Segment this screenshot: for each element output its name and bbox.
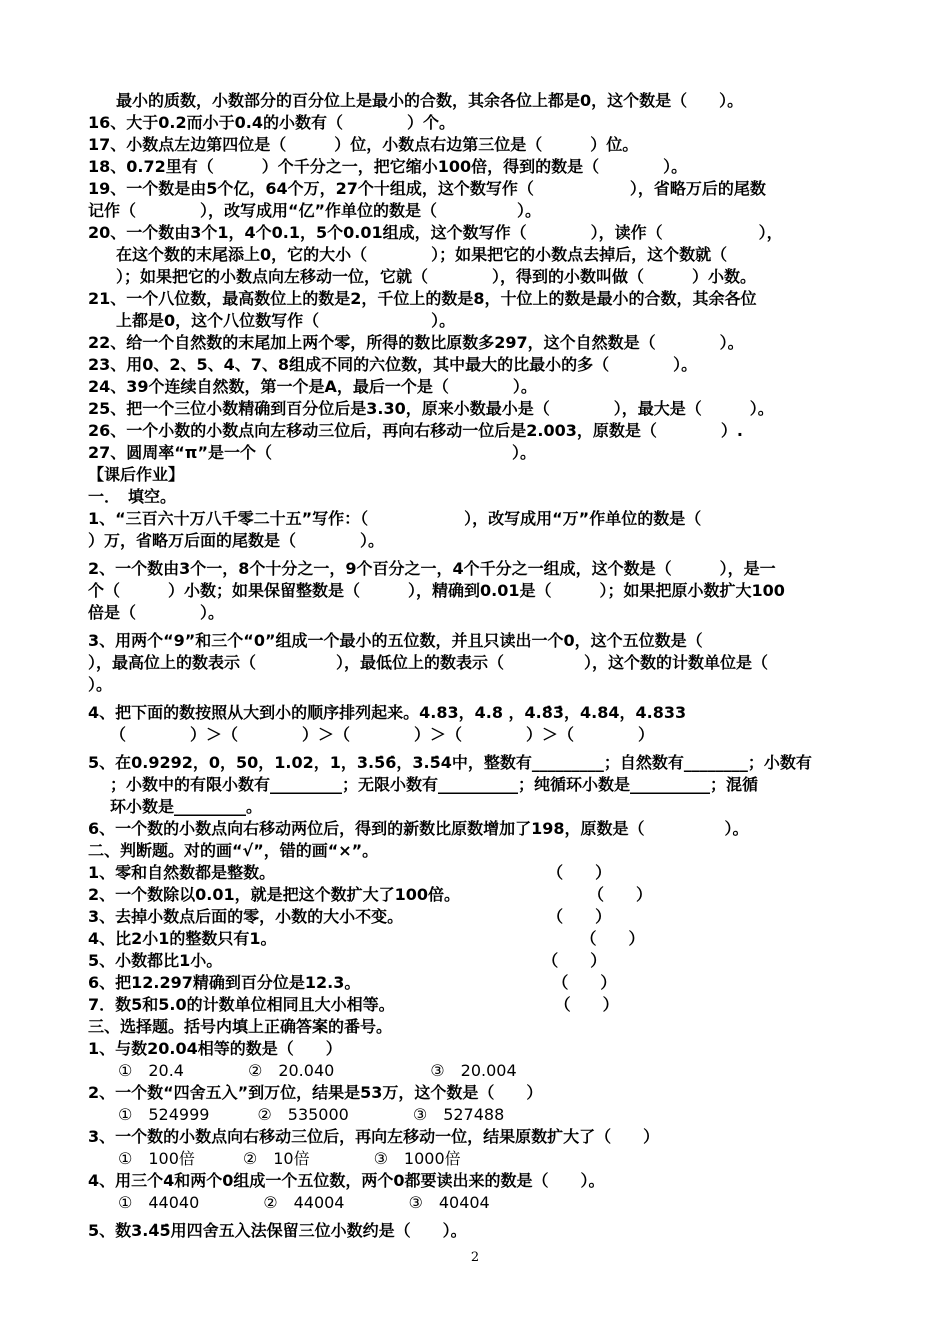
choice-3: 3、一个数的小数点向右移动三位后，再向左移动一位，结果原数扩大了（ ） (88, 1127, 660, 1146)
hw5-line3: 环小数是_________。 (110, 797, 263, 816)
judge-1: 1、零和自然数都是整数。 （ ） (88, 863, 612, 882)
judge-5: 5、小数都比1小。 （ ） (88, 951, 607, 970)
hw4-answer-row: （ ）＞（ ）＞（ ）＞（ ）＞（ ） (110, 725, 655, 744)
q27: 27、圆周率“π”是一个（ ）。 (88, 443, 536, 462)
q23: 23、用0、2、5、4、7、8组成不同的六位数，其中最大的比最小的多（ ）。 (88, 355, 698, 374)
section-judge-heading: 二、判断题。对的画“√”，错的画“×”。 (88, 841, 379, 860)
judge-4: 4、比2小1的整数只有1。 （ ） (88, 929, 645, 948)
hw5: 5、在0.9292，0，50，1.02，1，3.5̇6̇，3.5̇4中，整数有_________；自然数有________；小数有 (88, 753, 812, 772)
homework-heading: 【课后作业】 (88, 465, 185, 484)
choice-2: 2、一个数“四舍五入”到万位，结果是53万，这个数是（ ） (88, 1083, 543, 1102)
hw3-line3: ）。 (88, 675, 113, 694)
hw4: 4、把下面的数按照从大到小的顺序排列起来。4.83，4.8 ，4.8̇3̇，4.84，4.833 (88, 703, 687, 722)
q21-continued: 上都是0，这个八位数写作（ ）。 (116, 311, 456, 330)
hw3: 3、用两个“9”和三个“0”组成一个最小的五位数，并且只读出一个0，这个五位数是（ (88, 631, 703, 650)
q19-continued: 记作（ ），改写成用“亿”作单位的数是（ ）。 (88, 201, 542, 220)
q20: 20、一个数由3个1，4个0.1，5个0.01组成，这个数写作（ ），读作（ ）， (88, 223, 783, 242)
judge-2: 2、一个数除以0.01，就是把这个数扩大了100倍。 （ ） (88, 885, 653, 904)
hw5-line2: ；小数中的有限小数有_________；无限小数有__________；纯循环小数是__________；混循 (110, 775, 759, 794)
hw2: 2、一个数由3个一，8个十分之一，9个百分之一，4个千分之一组成，这个数是（ ），是一 (88, 559, 776, 578)
hw6: 6、一个数的小数点向右移动两位后，得到的新数比原数增加了198，原数是（ ）。 (88, 819, 749, 838)
hw3-line2: ），最高位上的数表示（ ），最低位上的数表示（ ），这个数的计数单位是（ (88, 653, 769, 672)
choice-3-options: ① 100倍 ② 10倍 ③ 1000倍 (118, 1149, 461, 1168)
choice-4-options: ① 44040 ② 44004 ③ 40404 (118, 1193, 490, 1212)
choice-5: 5、数3.4̇5̇用四舍五入法保留三位小数约是（ ）。 (88, 1221, 467, 1240)
q20-line2: 在这个数的末尾添上0，它的大小（ ）；如果把它的小数点去掉后，这个数就（ (116, 245, 728, 264)
choice-1-options: ① 20.4 ② 20.040 ③ 20.004 (118, 1061, 517, 1080)
choice-1: 1、与数20.04相等的数是（ ） (88, 1039, 342, 1058)
hw2-line2: 个（ ）小数；如果保留整数是（ ），精确到0.01是（ ）；如果把原小数扩大100 (88, 581, 785, 600)
q21: 21、一个八位数，最高数位上的数是2，千位上的数是8，十位上的数是最小的合数，其余各位 (88, 289, 757, 308)
q26: 26、一个小数的小数点向左移动三位后，再向右移动一位后是2.003，原数是（ ）. (88, 421, 743, 440)
q17: 17、小数点左边第四位是（ ）位，小数点右边第三位是（ ）位。 (88, 135, 639, 154)
q18: 18、0.72里有（ ）个千分之一，把它缩小100倍，得到的数是（ ）。 (88, 157, 688, 176)
judge-6: 6、把12.297精确到百分位是12.3。 （ ） (88, 973, 617, 992)
q25: 25、把一个三位小数精确到百分位后是3.30，原来小数最小是（ ），最大是（ ）。 (88, 399, 774, 418)
hw2-line3: 倍是（ ）。 (88, 603, 225, 622)
q24: 24、39个连续自然数，第一个是A，最后一个是（ ）。 (88, 377, 537, 396)
choice-2-options: ① 524999 ② 535000 ③ 527488 (118, 1105, 505, 1124)
hw1: 1、“三百六十万八千零二十五”写作：（ ），改写成用“万”作单位的数是（ (88, 509, 702, 528)
q16: 16、大于0.2而小于0.4的小数有（ ）个。 (88, 113, 455, 132)
hw1-continued: ）万，省略万后面的尾数是（ ）。 (88, 531, 385, 550)
judge-7: 7．数5和5.0的计数单位相同且大小相等。 （ ） (88, 995, 619, 1014)
q22: 22、给一个自然数的末尾加上两个零，所得的数比原数多297，这个自然数是（ ）。 (88, 333, 744, 352)
worksheet-page (88, 90, 868, 1242)
q19: 19、一个数是由5个亿，64个万，27个十组成，这个数写作（ ），省略万后的尾数 (88, 179, 766, 198)
choice-4: 4、用三个4和两个0组成一个五位数，两个0都要读出来的数是（ ）。 (88, 1171, 605, 1190)
q15-continued: 最小的质数，小数部分的百分位上是最小的合数，其余各位上都是0，这个数是（ ）。 (116, 91, 744, 110)
section-choice-heading: 三、选择题。括号内填上正确答案的番号。 (88, 1017, 393, 1036)
page-number: 2 (470, 1250, 480, 1265)
section-fill-blank-heading: 一． 填空。 (88, 487, 177, 506)
judge-3: 3、去掉小数点后面的零，小数的大小不变。 （ ） (88, 907, 612, 926)
q20-line3: ）；如果把它的小数点向左移动一位，它就（ ），得到的小数叫做（ ）小数。 (116, 267, 757, 286)
